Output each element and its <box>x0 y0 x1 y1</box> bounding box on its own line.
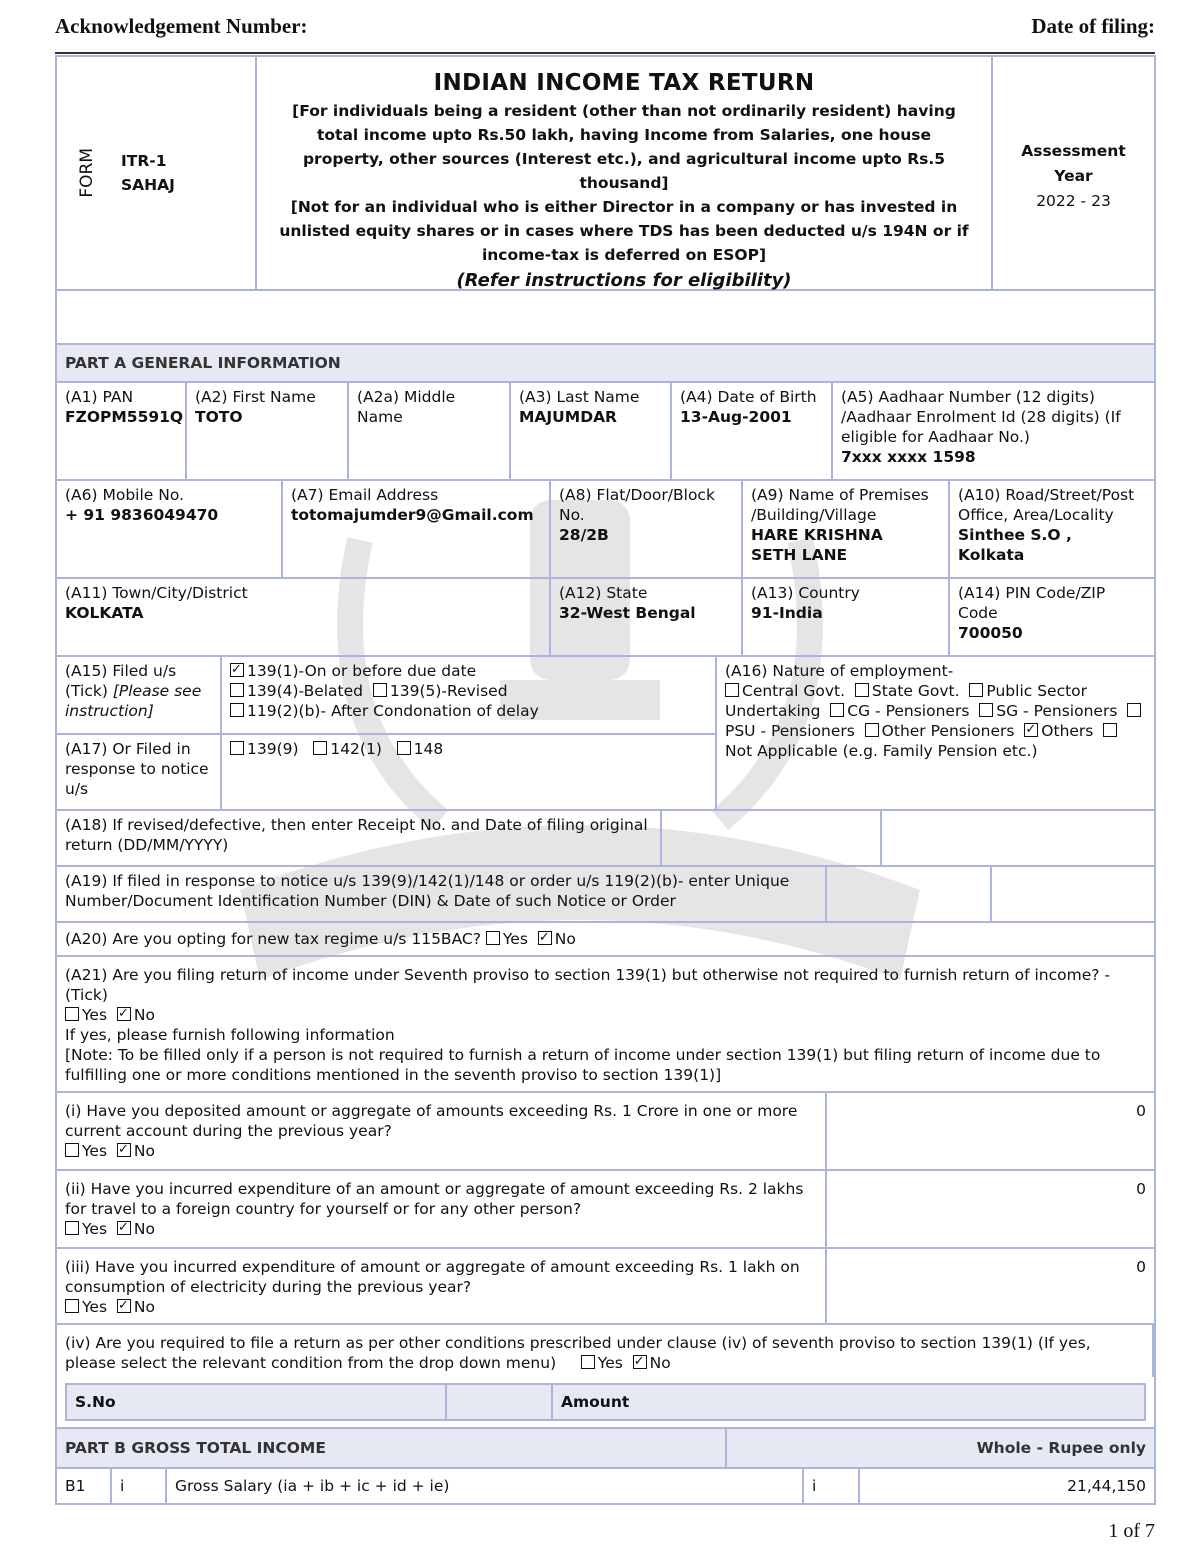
road-cell <box>950 481 1154 577</box>
others-checkbox[interactable] <box>1024 723 1038 737</box>
row-a11-a14 <box>57 579 1154 657</box>
state-cell <box>551 579 743 655</box>
a21-yes: Yes <box>82 1006 108 1024</box>
top-rule <box>55 52 1155 54</box>
email-value: totomajumder9@Gmail.com <box>291 506 534 524</box>
row-a15-a17 <box>57 657 1154 811</box>
b1-label: Gross Salary (ia + ib + ic + id + ie) <box>167 1469 804 1503</box>
a17-148-checkbox[interactable] <box>397 741 411 755</box>
q1-yes-checkbox[interactable] <box>65 1143 79 1157</box>
row-a1-a5 <box>57 383 1154 481</box>
page-number: 1 of 7 <box>1108 1520 1155 1542</box>
middle-name-label: (A2a) Middle Name <box>357 388 456 426</box>
a15-opt1: 139(1)-On or before due date <box>247 662 477 680</box>
q3-no: No <box>133 1298 155 1316</box>
part-a-heading-row <box>57 345 1154 383</box>
form-name: SAHAJ <box>121 176 175 194</box>
title-cell <box>257 57 993 289</box>
a16-opt-na: Not Applicable (e.g. Family Pension etc.) <box>725 742 1038 760</box>
premises-value-2: SETH LANE <box>751 546 848 564</box>
a17-opt3: 148 <box>413 740 444 758</box>
flat-label: (A8) Flat/Door/Block No. <box>559 486 715 524</box>
q1-label: (i) Have you deposited amount or aggregate of amounts exceeding Rs. 1 Crore in one or more current account during the previous year? <box>65 1102 798 1140</box>
blank-row <box>57 291 1154 345</box>
top-line <box>55 14 1155 44</box>
pan-cell <box>57 383 187 479</box>
q3-yes-checkbox[interactable] <box>65 1299 79 1313</box>
aadhaar-value: 7xxx xxxx 1598 <box>841 448 976 466</box>
ay-value: 2022 - 23 <box>1036 192 1111 210</box>
road-value-2: Kolkata <box>958 546 1025 564</box>
premises-cell <box>743 481 950 577</box>
q3-yes: Yes <box>82 1298 108 1316</box>
a15-opt4: 119(2)(b)- After Condonation of delay <box>247 702 539 720</box>
psu-checkbox[interactable] <box>969 683 983 697</box>
rupee-only-label: Whole - Rupee only <box>976 1439 1146 1457</box>
date-of-filing-label: Date of filing: <box>1031 14 1155 38</box>
aadhaar-cell <box>833 383 1154 479</box>
a18-label: (A18) If revised/defective, then enter Receipt No. and Date of filing original return (DD/MM/YYYY) <box>57 811 662 865</box>
town-cell <box>57 579 551 655</box>
a15-139-1-checkbox[interactable] <box>230 663 244 677</box>
a20-yes-checkbox[interactable] <box>486 931 500 945</box>
a15-label: (A15) Filed u/s (Tick) <box>65 662 177 700</box>
a21-yes-checkbox[interactable] <box>65 1007 79 1021</box>
a16-label: (A16) Nature of employment- <box>725 662 954 680</box>
a17-opt1: 139(9) <box>247 740 299 758</box>
a16-opt-otherp: Other Pensioners <box>881 722 1015 740</box>
assessment-year-cell <box>993 57 1154 289</box>
ay-label-1: Assessment <box>1021 142 1126 160</box>
a20-cell <box>57 923 1154 955</box>
row-q1 <box>57 1093 1154 1171</box>
road-label: (A10) Road/Street/Post Office, Area/Locality <box>958 486 1135 524</box>
pin-cell <box>950 579 1154 655</box>
condition-table-header <box>65 1383 1146 1421</box>
first-name-cell <box>187 383 349 479</box>
a21-ifyes: If yes, please furnish following information <box>65 1026 395 1044</box>
a15-139-5-checkbox[interactable] <box>373 683 387 697</box>
state-label: (A12) State <box>559 584 648 602</box>
q2-label: (ii) Have you incurred expenditure of an amount or aggregate of amount exceeding Rs. 2 lakhs for travel to a foreign country for yourself or for any other person? <box>65 1180 804 1218</box>
road-value-1: Sinthee S.O , <box>958 526 1072 544</box>
email-cell <box>283 481 551 577</box>
pin-value: 700050 <box>958 624 1023 642</box>
not-applicable-checkbox[interactable] <box>1103 723 1117 737</box>
row-a21 <box>57 957 1154 1093</box>
q1-cell <box>57 1093 827 1169</box>
q2-amount: 0 <box>1136 1180 1146 1198</box>
a16-opt-state: State Govt. <box>871 682 960 700</box>
a21-no-checkbox[interactable] <box>117 1007 131 1021</box>
form-label: FORM <box>77 148 97 198</box>
a15-opt3: 139(5)-Revised <box>389 682 508 700</box>
pan-label: (A1) PAN <box>65 388 134 406</box>
a17-142-1-checkbox[interactable] <box>313 741 327 755</box>
sno-header: S.No <box>67 1385 447 1419</box>
country-value: 91-India <box>751 604 823 622</box>
form-title: INDIAN INCOME TAX RETURN <box>433 70 815 96</box>
cg-pensioners-checkbox[interactable] <box>830 703 844 717</box>
q2-cell <box>57 1171 827 1247</box>
q2-yes-checkbox[interactable] <box>65 1221 79 1235</box>
a15-label-cell <box>57 657 222 733</box>
q4-yes-checkbox[interactable] <box>581 1355 595 1369</box>
a19-label: (A19) If filed in response to notice u/s 139(9)/142(1)/148 or order u/s 119(2)(b)- enter Unique Number/Document Identification Number (DIN) & Date of such Notice or Order <box>57 867 827 921</box>
premises-label: (A9) Name of Premises /Building/Village <box>751 486 929 524</box>
itr-form <box>55 55 1156 1505</box>
row-a20 <box>57 923 1154 957</box>
pin-label: (A14) PIN Code/ZIP Code <box>958 584 1106 622</box>
a21-cell <box>57 957 1154 1091</box>
mobile-value: + 91 9836049470 <box>65 506 219 524</box>
a15-a17-left <box>57 657 717 809</box>
a16-opt-sg: SG - Pensioners <box>996 702 1118 720</box>
form-desc-2: [Not for an individual who is either Director in a company or has invested in unlisted equity shares or in cases where TDS has been deducted u/s 194N or if income-tax is deferred on ESOP] <box>279 198 969 264</box>
middle-name-cell <box>349 383 511 479</box>
a17-options <box>222 735 715 809</box>
row-q2 <box>57 1171 1154 1249</box>
acknowledgement-label: Acknowledgement Number: <box>55 14 308 38</box>
pan-value: FZOPM5591Q <box>65 408 184 426</box>
row-a18 <box>57 811 1154 867</box>
a16-opt-cg: CG - Pensioners <box>847 702 970 720</box>
q2-no-checkbox[interactable] <box>117 1221 131 1235</box>
q3-amount: 0 <box>1136 1258 1146 1276</box>
a15-opt2: 139(4)-Belated <box>247 682 364 700</box>
a15-139-4-checkbox[interactable] <box>230 683 244 697</box>
q1-yes: Yes <box>82 1142 108 1160</box>
q4-no-checkbox[interactable] <box>633 1355 647 1369</box>
form-code: ITR-1 <box>121 152 167 170</box>
a15-119-checkbox[interactable] <box>230 703 244 717</box>
row-q4 <box>57 1325 1154 1429</box>
a17-139-9-checkbox[interactable] <box>230 741 244 755</box>
a20-label: (A20) Are you opting for new tax regime u/s 115BAC? <box>65 930 481 948</box>
country-label: (A13) Country <box>751 584 860 602</box>
b1-value: 21,44,150 <box>1067 1477 1146 1495</box>
b1-index-2: i <box>804 1469 860 1503</box>
a21-no: No <box>133 1006 155 1024</box>
other-pensioners-checkbox[interactable] <box>865 723 879 737</box>
q3-label: (iii) Have you incurred expenditure of amount or aggregate of amount exceeding Rs. 1 lakh on consumption of electricity during the previous year? <box>65 1258 800 1296</box>
part-b-heading-row <box>57 1429 1154 1469</box>
q4-label: (iv) Are you required to file a return as per other conditions prescribed under clause (iv) of seventh proviso to section 139(1) (If yes, please select the relevant condition from the drop down menu) <box>65 1334 1091 1372</box>
a20-no: No <box>554 930 576 948</box>
town-value: KOLKATA <box>65 604 144 622</box>
a16-opt-psu: Public Sector Undertaking <box>725 682 1088 720</box>
a20-yes: Yes <box>502 930 528 948</box>
q1-no: No <box>133 1142 155 1160</box>
a16-opt-central: Central Govt. <box>742 682 846 700</box>
row-a6-a10 <box>57 481 1154 579</box>
refer-instructions: (Refer instructions for eligibility) <box>456 270 792 291</box>
q4-no: No <box>649 1354 671 1372</box>
dob-label: (A4) Date of Birth <box>680 388 817 406</box>
row-q3 <box>57 1249 1154 1325</box>
mobile-label: (A6) Mobile No. <box>65 486 184 504</box>
a18-receipt-field[interactable] <box>662 811 882 865</box>
email-label: (A7) Email Address <box>291 486 439 504</box>
a17-opt2: 142(1) <box>330 740 382 758</box>
q2-yes: Yes <box>82 1220 108 1238</box>
a15-options <box>222 657 715 733</box>
b1-code: B1 <box>57 1469 112 1503</box>
dob-cell <box>672 383 833 479</box>
a19-date-field[interactable] <box>992 867 1154 921</box>
part-b-heading: PART B GROSS TOTAL INCOME <box>57 1429 727 1467</box>
central-govt-checkbox[interactable] <box>725 683 739 697</box>
flat-cell <box>551 481 743 577</box>
b1-index: i <box>112 1469 167 1503</box>
last-name-cell <box>511 383 672 479</box>
last-name-label: (A3) Last Name <box>519 388 640 406</box>
q1-no-checkbox[interactable] <box>117 1143 131 1157</box>
form-id-cell <box>57 57 257 289</box>
mobile-cell <box>57 481 283 577</box>
first-name-label: (A2) First Name <box>195 388 316 406</box>
a16-opt-psup: PSU - Pensioners <box>725 722 855 740</box>
country-cell <box>743 579 950 655</box>
a18-date-field[interactable] <box>882 811 1154 865</box>
a21-note: [Note: To be filled only if a person is not required to furnish a return of income under section 139(1) but filing return of income due to fulfilling one or more conditions mentioned in the seventh proviso to section 139(1)] <box>65 1046 1101 1084</box>
first-name-value: TOTO <box>195 408 243 426</box>
a17-label: (A17) Or Filed in response to notice u/s <box>57 735 222 809</box>
q2-no: No <box>133 1220 155 1238</box>
condition-header <box>447 1385 553 1419</box>
state-govt-checkbox[interactable] <box>855 683 869 697</box>
q4-cell <box>57 1325 1154 1377</box>
premises-value-1: HARE KRISHNA <box>751 526 883 544</box>
a16-opt-others: Others <box>1041 722 1094 740</box>
q3-cell <box>57 1249 827 1323</box>
a15-note: [Please see instruction] <box>65 682 202 720</box>
sg-pensioners-checkbox[interactable] <box>979 703 993 717</box>
a20-no-checkbox[interactable] <box>538 931 552 945</box>
psu-pensioners-checkbox[interactable] <box>1127 703 1141 717</box>
form-header <box>57 57 1154 291</box>
amount-header: Amount <box>561 1393 630 1411</box>
dob-value: 13-Aug-2001 <box>680 408 792 426</box>
a15-row <box>57 657 715 735</box>
a16-cell <box>717 657 1154 809</box>
form-desc-1: [For individuals being a resident (other than not ordinarily resident) having total income upto Rs.50 lakh, having Income from Salaries, one house property, other sources (Interest etc.), and agricultural income upto Rs.5 thousand] <box>292 102 956 192</box>
a21-label: (A21) Are you filing return of income under Seventh proviso to section 139(1) but otherwise not required to furnish return of income? - (Tick) <box>65 966 1110 1004</box>
row-b1 <box>57 1469 1154 1503</box>
a19-din-field[interactable] <box>827 867 992 921</box>
q1-amount: 0 <box>1136 1102 1146 1120</box>
aadhaar-label: (A5) Aadhaar Number (12 digits) /Aadhaar Enrolment Id (28 digits) (If eligible for Aadhaar No.) <box>841 388 1121 446</box>
row-a19 <box>57 867 1154 923</box>
flat-value: 28/2B <box>559 526 609 544</box>
last-name-value: MAJUMDAR <box>519 408 617 426</box>
q3-no-checkbox[interactable] <box>117 1299 131 1313</box>
town-label: (A11) Town/City/District <box>65 584 248 602</box>
ay-label-2: Year <box>1054 167 1093 185</box>
part-a-heading: PART A GENERAL INFORMATION <box>65 354 341 372</box>
q4-yes: Yes <box>597 1354 623 1372</box>
state-value: 32-West Bengal <box>559 604 696 622</box>
a17-row <box>57 735 715 809</box>
